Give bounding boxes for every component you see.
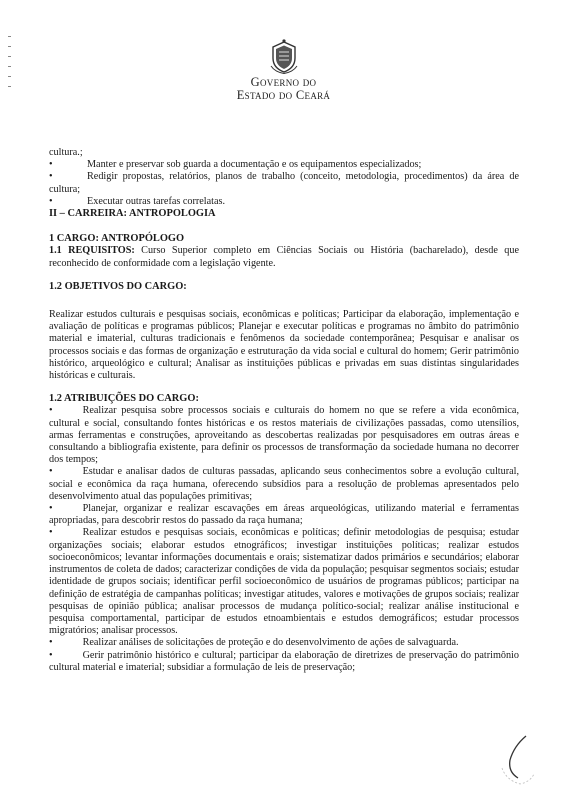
list-item: • Gerir patrimônio histórico e cultural; participar da elaboração de diretrizes de preservação do patrimônio cultural material e imaterial; subsidiar a formulação de leis de preservação;	[49, 649, 519, 673]
list-item: • Planejar, organizar e realizar escavações em áreas arqueológicas, utilizando material e ferramentas apropriadas, para descobrir restos do passado da raça humana;	[49, 503, 519, 527]
cargo-title: 1 CARGO: ANTROPÓLOGO	[49, 233, 185, 245]
objetivos-title: 1.2 OBJETIVOS DO CARGO:	[49, 280, 187, 292]
letterhead	[0, 38, 567, 102]
requisitos-label: 1.1 REQUISITOS:	[49, 245, 135, 257]
continued-text: cultura.;	[49, 147, 83, 158]
government-line: Governo do	[250, 75, 317, 89]
list-item: • Realizar pesquisa sobre processos sociais e culturais do homem no que se refere a vida econômica, cultural e social, consultando fontes históricas e os restos materiais de civilizações passadas, como utensílios, armas ferramentas e construções, aproveitando as descobertas realizadas por pesquisadores em outras áreas e consultando a bibliografia existente, para definir os processos de transformação da sociedade humana no decorrer dos tempos;	[49, 405, 519, 466]
list-item: • Realizar análises de solicitações de proteção e do desenvolvimento de ações de salvaguarda.	[49, 637, 459, 649]
state-crest-icon	[269, 38, 299, 74]
bullet-icon: •	[49, 195, 53, 207]
section-title: II – CARREIRA: ANTROPOLOGIA	[49, 208, 216, 220]
bullet-icon: •	[49, 171, 53, 183]
bullet-icon: •	[49, 649, 53, 661]
list-item: • Manter e preservar sob guarda a documentação e os equipamentos especializados;	[49, 159, 422, 171]
bullet-icon: •	[49, 527, 53, 539]
requisitos-paragraph	[49, 245, 519, 269]
list-item: • Estudar e analisar dados de culturas passadas, aplicando seus conhecimentos sobre a evolução cultural, social e econômica da raça humana, oferecendo subsídios para a resolução de problemas apresentados pelo desenvolvimento atual das populações primitivas;	[49, 466, 519, 502]
list-item: • Executar outras tarefas correlatas.	[49, 195, 226, 207]
requisitos-text: Curso Superior completo em Ciências Sociais ou História (bacharelado), desde que reconhecido de conformidade com a legislação vigente.	[49, 245, 519, 269]
document-body	[49, 147, 519, 674]
bullet-icon: •	[49, 466, 53, 478]
bullet-icon: •	[49, 159, 53, 171]
objetivos-paragraph: Realizar estudos culturais e pesquisas sociais, econômicas e políticas; Participar da elaboração, implementação e avaliação de políticas e programas públicos; Planejar e executar políticas e programas no âmbito do patrimônio material e imaterial, culturas tradicionais e fenômenos da sociedade contemporânea; Pesquisar e analisar os processos sociais e das formas de organização e estruturação da vida social e cultural do homem; Gerir patrimônio histórico, arqueológico e cultural; Analisar as instituições públicas e privadas em suas distintas singularidades históricas e culturais.	[49, 309, 519, 382]
bullet-icon: •	[49, 503, 53, 515]
atribuicoes-title: 1.2 ATRIBUIÇÕES DO CARGO:	[49, 393, 199, 405]
state-line: Estado do Ceará	[236, 88, 331, 102]
bullet-icon: •	[49, 637, 53, 649]
list-item: • Realizar estudos e pesquisas sociais, econômicas e políticas; definir metodologias de pesquisa; estudar organizações sociais; elaborar estudos etnográficos; investigar instituições políticas; realizar estudos socioeconômicos; levantar informações documentais e orais; sistematizar dados primários e secundários; elaborar instrumentos de coleta de dados; caracterizar condições de vida da população; pesquisar segmentos sociais; estudar identidade de grupos sociais; identificar perfil socioeconômico de usuários de programas públicos; participar na definição de estratégia de campanhas políticas; investigar atitudes, valores e motivações de grupos sociais; realizar pesquisas de opinião pública; analisar processos de mudança político-social; realizar análise institucional e pesquisa comportamental, participar de estudos etnoambientais e estudos demográficos; estudar processos migratórios; analisar processos.	[49, 527, 519, 637]
handwritten-rubric-icon	[496, 732, 536, 787]
bullet-icon: •	[49, 405, 53, 417]
list-item: • Redigir propostas, relatórios, planos de trabalho (conceito, metodologia, procedimentos) da área de cultura;	[49, 171, 519, 195]
